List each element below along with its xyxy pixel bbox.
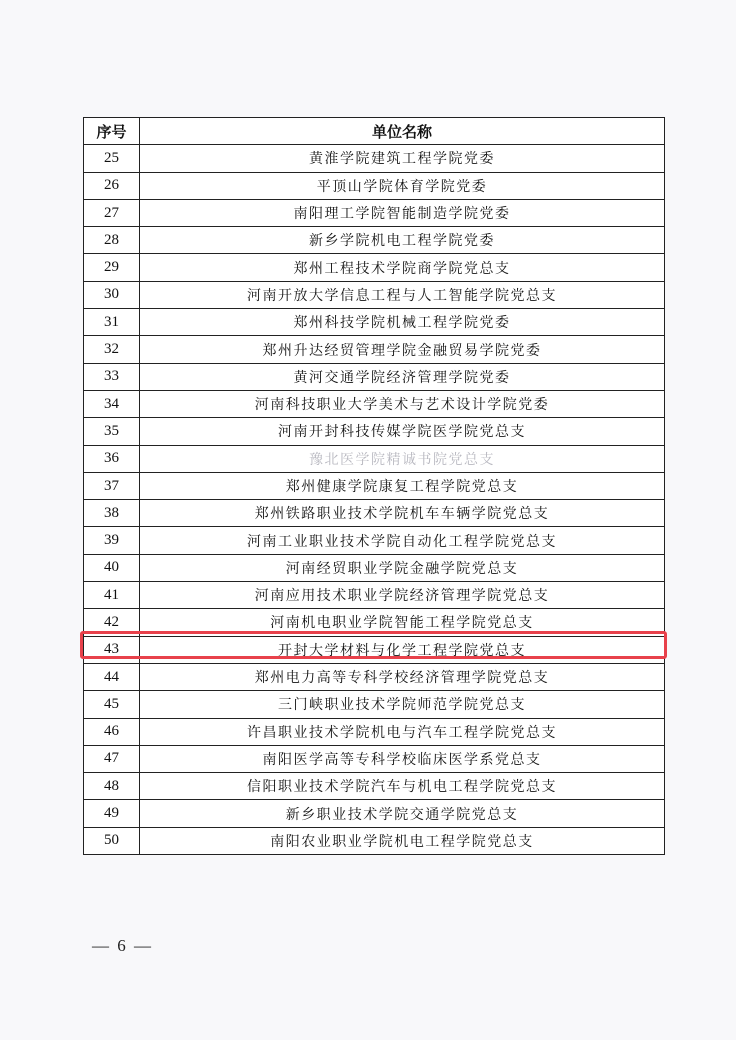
table-row	[84, 390, 665, 417]
row-serial-number: 25	[84, 145, 140, 172]
row-unit-name: 郑州铁路职业技术学院机车车辆学院党总支	[140, 500, 665, 527]
row-serial-number: 48	[84, 773, 140, 800]
table-row	[84, 145, 665, 172]
row-serial-number: 40	[84, 554, 140, 581]
table-row	[84, 718, 665, 745]
row-unit-name: 南阳农业职业学院机电工程学院党总支	[140, 827, 665, 854]
row-serial-number: 44	[84, 663, 140, 690]
row-serial-number: 35	[84, 418, 140, 445]
row-unit-name: 豫北医学院精诚书院党总支	[140, 445, 665, 472]
row-serial-number: 39	[84, 527, 140, 554]
row-unit-name: 河南工业职业技术学院自动化工程学院党总支	[140, 527, 665, 554]
row-unit-name: 河南经贸职业学院金融学院党总支	[140, 554, 665, 581]
table-row	[84, 827, 665, 854]
row-serial-number: 30	[84, 281, 140, 308]
table-row	[84, 309, 665, 336]
table-row	[84, 445, 665, 472]
row-serial-number: 27	[84, 199, 140, 226]
header-serial-number: 序号	[84, 118, 140, 145]
row-unit-name: 河南应用技术职业学院经济管理学院党总支	[140, 582, 665, 609]
row-serial-number: 37	[84, 472, 140, 499]
table-row	[84, 281, 665, 308]
row-serial-number: 31	[84, 309, 140, 336]
row-unit-name: 河南开封科技传媒学院医学院党总支	[140, 418, 665, 445]
table-header-row	[84, 118, 665, 145]
row-unit-name: 郑州升达经贸管理学院金融贸易学院党委	[140, 336, 665, 363]
row-unit-name: 许昌职业技术学院机电与汽车工程学院党总支	[140, 718, 665, 745]
row-serial-number: 36	[84, 445, 140, 472]
header-unit-name: 单位名称	[140, 118, 665, 145]
table-body	[84, 145, 665, 855]
row-unit-name: 郑州健康学院康复工程学院党总支	[140, 472, 665, 499]
row-unit-name: 新乡职业技术学院交通学院党总支	[140, 800, 665, 827]
table-row	[84, 199, 665, 226]
row-unit-name: 黄河交通学院经济管理学院党委	[140, 363, 665, 390]
row-serial-number: 45	[84, 691, 140, 718]
table-row	[84, 227, 665, 254]
table-row	[84, 336, 665, 363]
table-row	[84, 745, 665, 772]
row-unit-name: 郑州工程技术学院商学院党总支	[140, 254, 665, 281]
row-serial-number: 49	[84, 800, 140, 827]
row-serial-number: 34	[84, 390, 140, 417]
row-serial-number: 32	[84, 336, 140, 363]
row-unit-name: 河南机电职业学院智能工程学院党总支	[140, 609, 665, 636]
table-row	[84, 172, 665, 199]
row-unit-name: 三门峡职业技术学院师范学院党总支	[140, 691, 665, 718]
row-unit-name: 新乡学院机电工程学院党委	[140, 227, 665, 254]
row-serial-number: 50	[84, 827, 140, 854]
row-serial-number: 43	[84, 636, 140, 663]
row-unit-name: 郑州电力高等专科学校经济管理学院党总支	[140, 663, 665, 690]
row-serial-number: 28	[84, 227, 140, 254]
table-row	[84, 554, 665, 581]
row-serial-number: 42	[84, 609, 140, 636]
row-unit-name: 郑州科技学院机械工程学院党委	[140, 309, 665, 336]
table-row	[84, 691, 665, 718]
page-number: — 6 —	[92, 936, 153, 955]
row-serial-number: 33	[84, 363, 140, 390]
row-serial-number: 29	[84, 254, 140, 281]
row-unit-name: 南阳医学高等专科学校临床医学系党总支	[140, 745, 665, 772]
row-unit-name: 河南科技职业大学美术与艺术设计学院党委	[140, 390, 665, 417]
row-serial-number: 47	[84, 745, 140, 772]
table-row	[84, 254, 665, 281]
row-unit-name: 黄淮学院建筑工程学院党委	[140, 145, 665, 172]
table-row	[84, 363, 665, 390]
row-unit-name: 开封大学材料与化学工程学院党总支	[140, 636, 665, 663]
table-row	[84, 527, 665, 554]
row-serial-number: 46	[84, 718, 140, 745]
units-table	[83, 117, 665, 855]
row-unit-name: 信阳职业技术学院汽车与机电工程学院党总支	[140, 773, 665, 800]
row-serial-number: 41	[84, 582, 140, 609]
table-row-highlighted	[84, 636, 665, 663]
table-row	[84, 800, 665, 827]
row-unit-name: 平顶山学院体育学院党委	[140, 172, 665, 199]
row-serial-number: 38	[84, 500, 140, 527]
table-row	[84, 500, 665, 527]
table-row	[84, 418, 665, 445]
table-row	[84, 582, 665, 609]
table-row	[84, 472, 665, 499]
row-unit-name: 南阳理工学院智能制造学院党委	[140, 199, 665, 226]
row-unit-name: 河南开放大学信息工程与人工智能学院党总支	[140, 281, 665, 308]
table-header	[84, 118, 665, 145]
table-row	[84, 663, 665, 690]
row-serial-number: 26	[84, 172, 140, 199]
table-row	[84, 609, 665, 636]
table-row	[84, 773, 665, 800]
